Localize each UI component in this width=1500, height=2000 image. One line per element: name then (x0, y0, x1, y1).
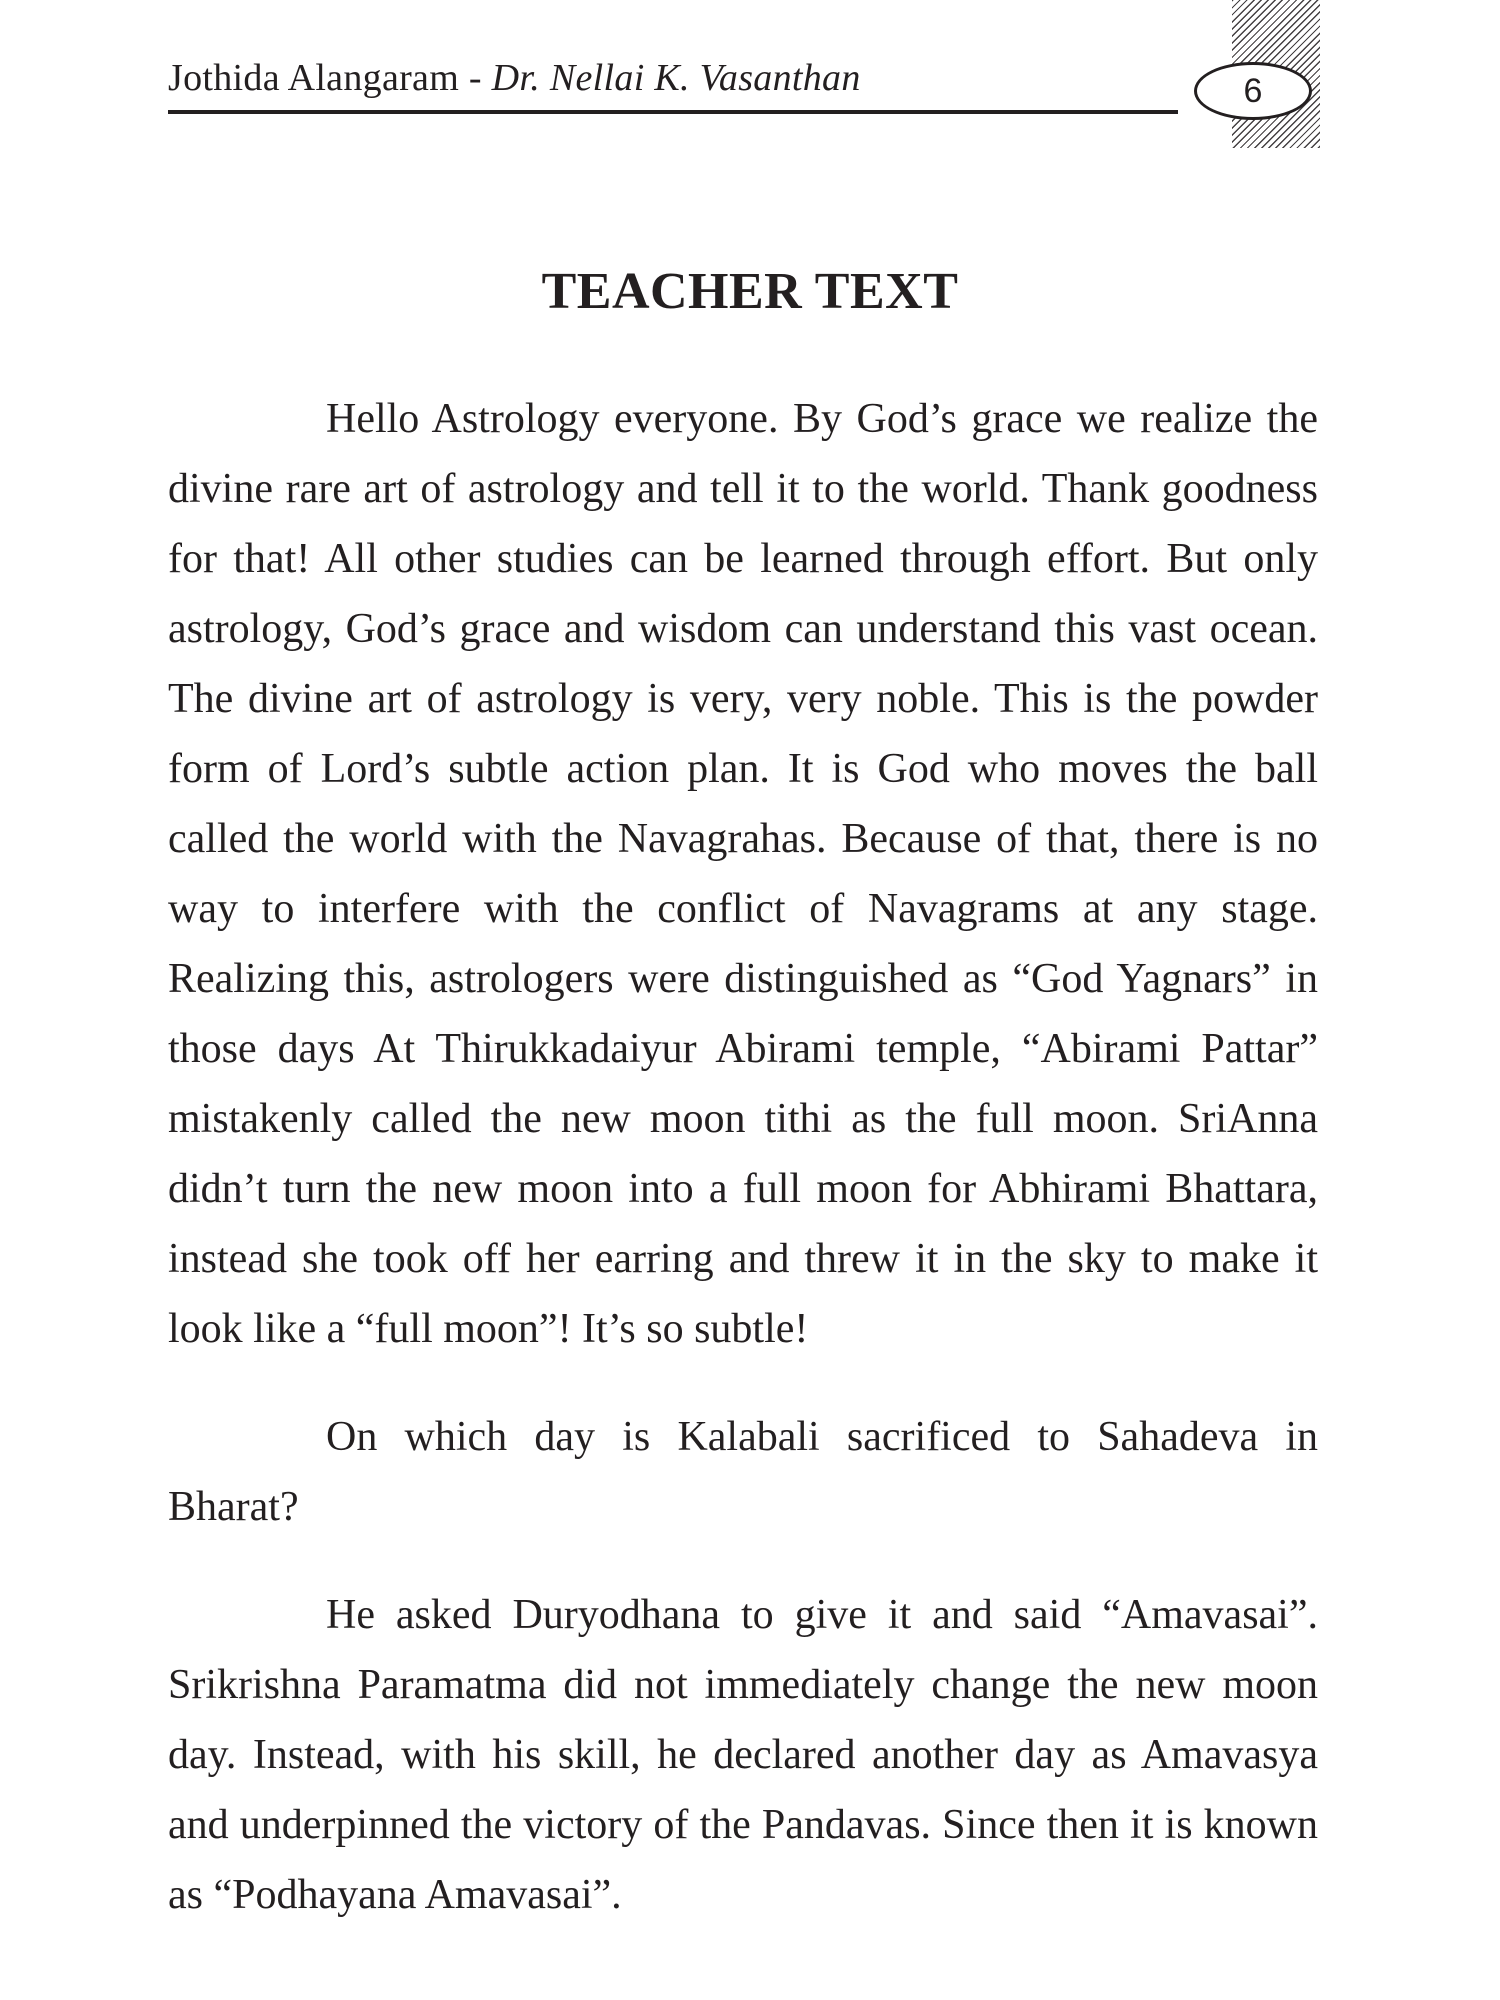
header-author: Dr. Nellai K. Vasanthan (491, 57, 861, 99)
page-number-badge (1194, 62, 1312, 120)
body-text (168, 384, 1318, 1968)
page-title: TEACHER TEXT (541, 263, 959, 320)
running-header (168, 52, 1178, 114)
header-book-title: Jothida Alangaram (168, 57, 460, 99)
paragraph-answer: He asked Duryodhana to give it and said “Amavasai”. Srikrishna Paramatma did not immediately change the new moon day. Instead, with his skill, he declared another day as Amavasya and underpinned the victory of the Pandavas. Since then it is known as “Podhayana Amavasai”. (168, 1592, 1318, 1918)
header-text (168, 56, 861, 100)
header-separator: - (459, 57, 492, 99)
paragraph-question: On which day is Kalabali sacrificed to Sahadeva in Bharat? (168, 1414, 1318, 1530)
header-rule (168, 110, 1178, 114)
paragraph-intro: Hello Astrology everyone. By God’s grace we realize the divine rare art of astrology and tell it to the world. Thank goodness for that! All other studies can be learned through effort. But only astrology, God’s grace and wisdom can understand this vast ocean. The divine art of astrology is very, very noble. This is the powder form of Lord’s subtle action plan. It is God who moves the ball called the world with the Navagrahas. Because of that, there is no way to interfere with the conflict of Navagrams at any stage. Realizing this, astrologers were distinguished as “God Yagnars” in those days At Thirukkadaiyur Abirami temple, “Abirami Pattar” mistakenly called the new moon tithi as the full moon. SriAnna didn’t turn the new moon into a full moon for Abhirami Bhattara, instead she took off her earring and threw it in the sky to make it look like a “full moon”! It’s so subtle! (168, 396, 1318, 1352)
page-number: 6 (1243, 71, 1263, 110)
